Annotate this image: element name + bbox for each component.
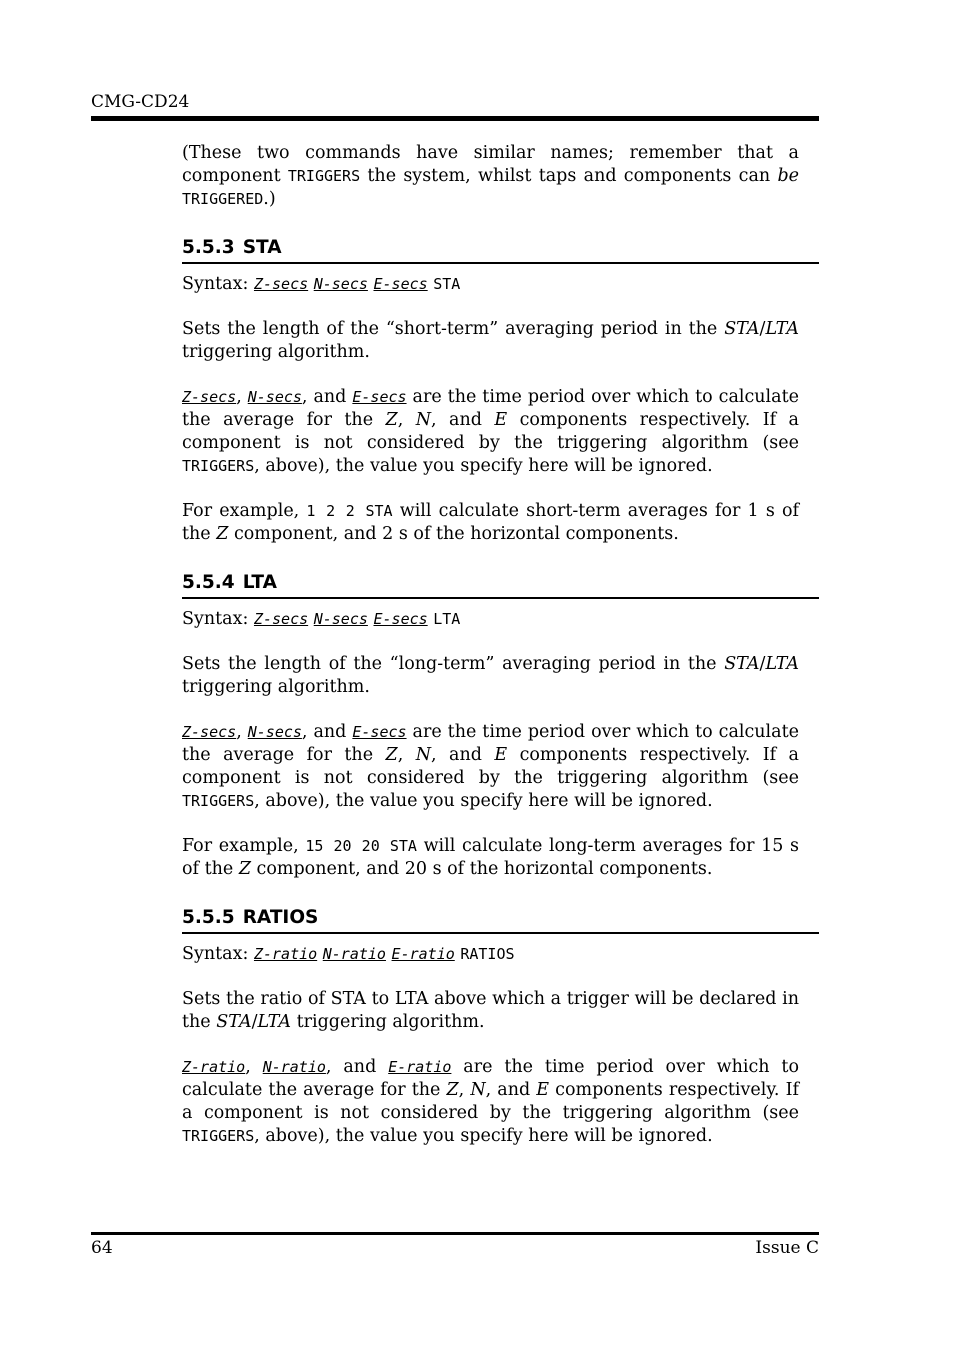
intro-code: TRIGGERED xyxy=(182,190,264,208)
param-ref: Z-secs xyxy=(182,723,237,741)
param-ref: E-ratio xyxy=(388,1058,452,1076)
section-title: RATIOS xyxy=(242,907,319,928)
desc-text: triggering algorithm. xyxy=(291,1012,485,1032)
example-text: component, and 20 s of the horizontal components. xyxy=(250,859,713,879)
params-text: , above), the value you specify here will be ignored. xyxy=(254,791,713,811)
description-paragraph xyxy=(182,988,799,1034)
page-number: 64 xyxy=(91,1238,113,1258)
description-paragraph xyxy=(182,653,799,699)
syntax-label: Syntax: xyxy=(182,609,254,629)
section-title: STA xyxy=(242,237,282,258)
intro-code: TRIGGERS xyxy=(287,167,361,185)
params-text: , and xyxy=(301,722,353,742)
example-paragraph xyxy=(182,500,799,546)
params-text: , xyxy=(458,1080,471,1100)
component-z: Z xyxy=(385,410,398,430)
desc-emphasis: LTA xyxy=(765,319,799,339)
syntax-command: RATIOS xyxy=(460,945,515,963)
component-e: E xyxy=(494,410,508,430)
intro-text: the system, whilst taps and components can xyxy=(360,166,778,186)
syntax-param: Z-secs xyxy=(253,610,309,628)
running-header: CMG-CD24 xyxy=(91,92,190,112)
page-content xyxy=(182,142,799,1148)
section-heading-lta xyxy=(182,571,819,599)
param-ref: E-secs xyxy=(352,388,407,406)
params-text: components respectively. If a component is not considered by the triggering algorithm (see xyxy=(182,1080,799,1123)
desc-text: Sets the length of the “long-term” averaging period in the xyxy=(182,654,725,674)
desc-emphasis: STA xyxy=(724,319,760,339)
component-z: Z xyxy=(446,1080,459,1100)
desc-slash: / xyxy=(759,654,766,674)
param-ref: N-secs xyxy=(247,723,302,741)
example-paragraph xyxy=(182,835,799,881)
issue-label: Issue C xyxy=(755,1238,819,1258)
params-paragraph xyxy=(182,1056,799,1148)
params-text: , above), the value you specify here will be ignored. xyxy=(254,1126,713,1146)
example-text: will calculate short-term averages for 1 s of the xyxy=(182,501,800,544)
params-text: , and xyxy=(485,1080,537,1100)
component-n: N xyxy=(415,410,432,430)
desc-emphasis: STA xyxy=(216,1012,252,1032)
syntax-param: E-ratio xyxy=(391,945,455,963)
param-ref: N-secs xyxy=(247,388,302,406)
syntax-command: STA xyxy=(433,275,461,293)
syntax-param: N-ratio xyxy=(322,945,386,963)
example-code: 15 20 20 STA xyxy=(305,837,417,855)
component-n: N xyxy=(470,1080,486,1100)
syntax-param: N-secs xyxy=(313,610,368,628)
params-text: , xyxy=(236,387,248,407)
footer-rule xyxy=(91,1232,819,1235)
param-ref: N-ratio xyxy=(262,1058,326,1076)
component-z: Z xyxy=(216,524,229,544)
param-ref: Z-secs xyxy=(182,388,237,406)
param-ref: E-secs xyxy=(352,723,407,741)
desc-text: Sets the length of the “short-term” averaging period in the xyxy=(182,319,725,339)
params-text: , and xyxy=(301,387,353,407)
desc-text: triggering algorithm. xyxy=(182,342,370,362)
example-code: 1 2 2 STA xyxy=(306,502,393,520)
params-text: are the time period over which to calculate the average for the xyxy=(182,387,799,430)
desc-emphasis: STA xyxy=(724,654,760,674)
params-text: , xyxy=(236,722,248,742)
syntax-param: N-secs xyxy=(313,275,368,293)
params-code: TRIGGERS xyxy=(182,792,255,810)
desc-text: triggering algorithm. xyxy=(182,677,370,697)
params-text: , and xyxy=(431,745,495,765)
desc-emphasis: LTA xyxy=(765,654,799,674)
syntax-line xyxy=(182,943,799,966)
component-z: Z xyxy=(385,745,398,765)
params-text: , and xyxy=(431,410,495,430)
params-text: , xyxy=(397,410,416,430)
syntax-line xyxy=(182,273,799,296)
example-text: For example, xyxy=(182,836,306,856)
description-paragraph xyxy=(182,318,799,364)
intro-text: (These two commands have similar names; remember that a component xyxy=(182,143,799,186)
syntax-line xyxy=(182,608,799,631)
syntax-param: E-secs xyxy=(373,275,428,293)
params-code: TRIGGERS xyxy=(182,457,255,475)
params-text: components respectively. If a component is not considered by the triggering algorithm (see xyxy=(182,745,799,788)
params-text: , xyxy=(245,1057,263,1077)
param-ref: Z-ratio xyxy=(182,1058,246,1076)
params-text: , above), the value you specify here will be ignored. xyxy=(254,456,713,476)
section-number: 5.5.3 xyxy=(182,237,235,258)
example-text: For example, xyxy=(182,501,307,521)
example-text: component, and 2 s of the horizontal components. xyxy=(228,524,679,544)
intro-paragraph xyxy=(182,142,799,211)
params-text: , xyxy=(397,745,416,765)
params-text: are the time period over which to calculate the average for the xyxy=(182,722,799,765)
syntax-label: Syntax: xyxy=(182,274,254,294)
params-paragraph xyxy=(182,721,799,813)
params-text: are the time period over which to calculate the average for the xyxy=(182,1057,799,1100)
params-paragraph xyxy=(182,386,799,478)
section-title: LTA xyxy=(242,572,277,593)
section-heading-sta xyxy=(182,236,819,264)
syntax-command: LTA xyxy=(433,610,461,628)
section-number: 5.5.4 xyxy=(182,572,235,593)
desc-emphasis: LTA xyxy=(257,1012,292,1032)
header-rule xyxy=(91,116,819,121)
intro-emphasis: be xyxy=(777,166,799,186)
component-z: Z xyxy=(238,859,251,879)
syntax-param: E-secs xyxy=(373,610,428,628)
desc-slash: / xyxy=(759,319,766,339)
component-e: E xyxy=(494,745,508,765)
section-number: 5.5.5 xyxy=(182,907,235,928)
component-n: N xyxy=(415,745,432,765)
desc-text: Sets the ratio of STA to LTA above which a trigger will be declared in the xyxy=(182,989,799,1032)
syntax-param: Z-secs xyxy=(253,275,309,293)
example-text: will calculate long-term averages for 15 s of the xyxy=(182,836,799,879)
params-text: , and xyxy=(325,1057,389,1077)
params-code: TRIGGERS xyxy=(182,1127,255,1145)
intro-text: .) xyxy=(263,189,276,209)
section-heading-ratios xyxy=(182,906,819,934)
desc-slash: / xyxy=(251,1012,258,1032)
syntax-param: Z-ratio xyxy=(253,945,318,963)
params-text: components respectively. If a component is not considered by the triggering algorithm (see xyxy=(182,410,799,453)
component-e: E xyxy=(536,1080,550,1100)
syntax-label: Syntax: xyxy=(182,944,254,964)
